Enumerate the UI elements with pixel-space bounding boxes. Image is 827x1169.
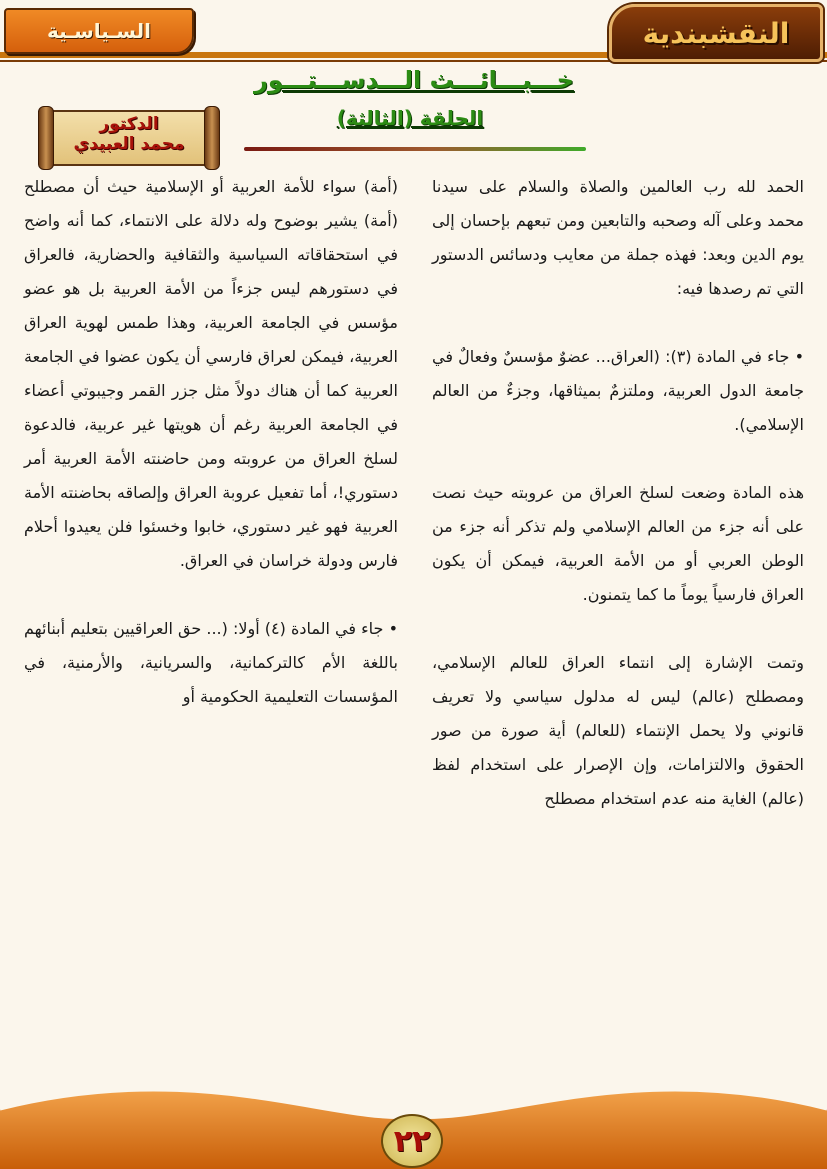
section-label: السـياسـية — [46, 19, 152, 43]
scroll-roll-left — [38, 106, 54, 170]
author-prefix: الدكتور — [99, 114, 159, 134]
page-number-badge — [381, 1114, 443, 1168]
section-label-tab — [4, 8, 194, 54]
paragraph: الحمد لله رب العالمين والصلاة والسلام على سيدنا محمد وعلى آله وصحبه والتابعين ومن تبعهم بإحسان إلى يوم الدين وبعد: فهذه جملة من معايب ودسائس الدستور التي تم رصدها فيه: — [432, 177, 804, 298]
paragraph: • جاء في المادة (٣): (العراق... عضوٌ مؤسسٌ وفعالٌ في جامعة الدول العربية، وملتزمٌ بميثاقها، وجزءٌ من العالم الإسلامي). — [432, 347, 805, 434]
title-divider — [244, 147, 586, 151]
scroll-roll-right — [204, 106, 220, 170]
article-subtitle: الحلقة (الثالثة) — [336, 106, 484, 130]
paragraph: (أمة) سواء للأمة العربية أو الإسلامية حيث أن مصطلح (أمة) يشير بوضوح وله دلالة على الانتماء، كما أنه واضح في استحقاقاته السياسية والثقافية والحضارية، فالعراق في دستورهم ليس جزءاً من الأمة العربية بل هو عضو مؤسس في الجامعة العربية، وهذا طمس لهوية العراق العربية، فيمكن لعراق فارسي أن يكون عضوا في الجامعة العربية كما أن هناك دولاً مثل جزر القمر وجيبوتي أعضاء في الجامعة العربية رغم أن هويتها غير عربية، فالدعوة لسلخ العراق من عروبته ومن حاضنته الأمة العربية أمر دستوري!، أما تفعيل عروبة العراق وإلصاقه بحاضنته الأمة العربية فهو غير دستوري، خابوا وخسئوا فلن يعيدوا أحلام فارس ودولة خراسان في العراق. — [24, 177, 398, 570]
magazine-name: النقشبندية — [642, 16, 790, 50]
author-scroll-banner — [38, 106, 220, 170]
right-column — [432, 170, 804, 850]
page-number: ٢٢ — [393, 1123, 431, 1159]
paragraph: • جاء في المادة (٤) أولا: (... حق العراقيين بتعليم أبنائهم باللغة الأم كالتركمانية، والسريانية، والأرمنية، في المؤسسات التعليمية الحكومية أو — [24, 619, 399, 706]
paragraph: وتمت الإشارة إلى انتماء العراق للعالم الإسلامي، ومصطلح (عالم) ليس له مدلول سياسي ولا تعريف قانوني ولا يحمل الإنتماء (للعالم) أية صورة من صور الحقوق والالتزامات، وإن الإصرار على استخدام لفظ (عالم) الغاية منه عدم استخدام مصطلح — [432, 653, 804, 808]
author-name: محمد العبيدي — [73, 134, 185, 154]
author-name-block — [56, 114, 202, 154]
article-title: خـــبـــائـــث الـــدســـتـــور — [254, 66, 574, 94]
left-column — [24, 170, 398, 748]
magazine-name-tab — [609, 4, 823, 62]
paragraph: هذه المادة وضعت لسلخ العراق من عروبته حيث نصت على أنه جزء من العالم الإسلامي ولم تذكر أنه جزء من الوطن العربي أو من الأمة العربية، فيمكن أن يكون العراق فارسياً يوماً ما كما يتمنون. — [432, 483, 804, 604]
